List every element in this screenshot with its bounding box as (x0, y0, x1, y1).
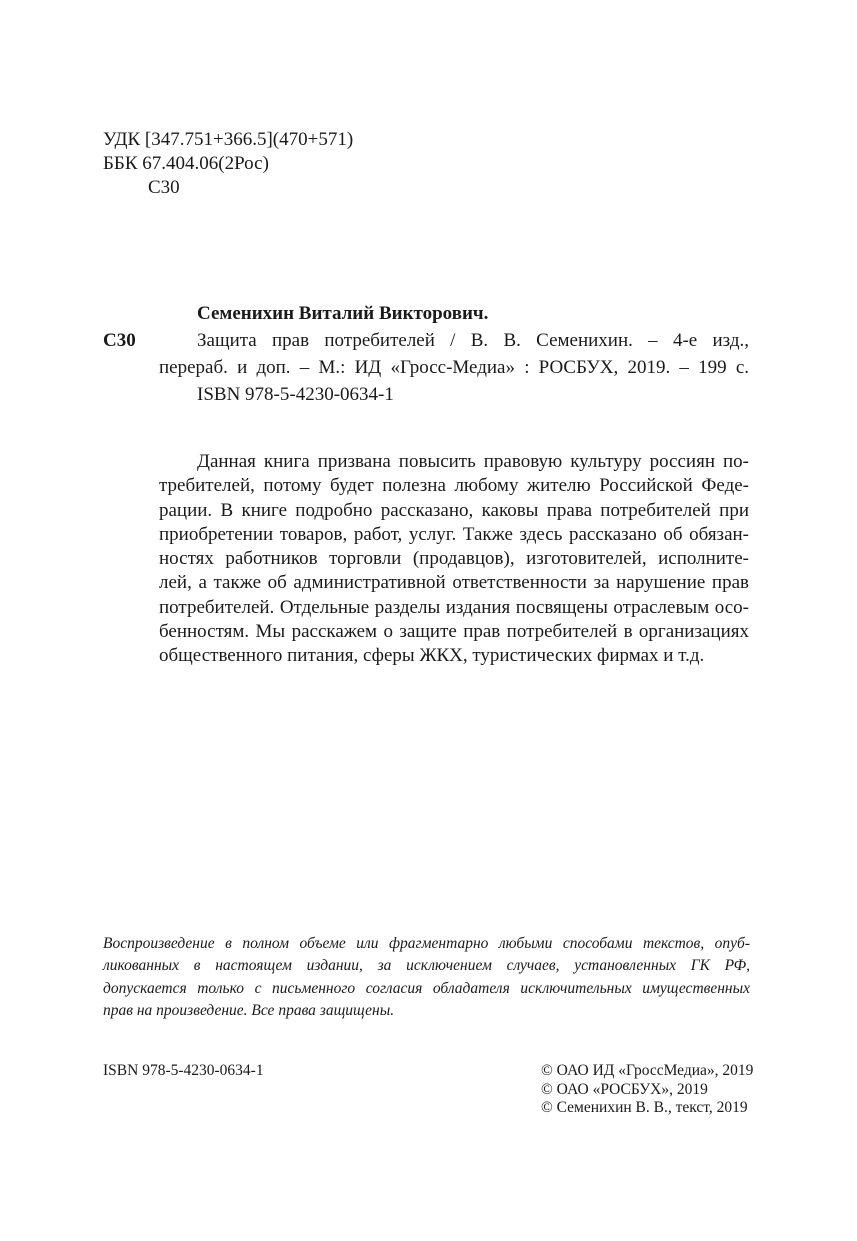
bbk-code: ББК 67.404.06(2Рос) (103, 153, 269, 174)
footer-isbn: ISBN 978-5-4230-0634-1 (103, 1062, 264, 1079)
annotation (159, 450, 749, 669)
entry-title-line: Защита прав потребителей / В. В. Семенихин. – 4-е изд., (197, 330, 749, 351)
notice-line: ликованных в настоящем издании, за исключением случаев, установленных ГК РФ, (103, 957, 750, 975)
annotation-line: ностях работников торговли (продавцов), изготовителей, исполните- (159, 548, 749, 570)
notice-line: допускается только с письменного согласия обладателя исключительных имущественных (103, 979, 750, 997)
annotation-line: потребителей. Отдельные разделы издания посвящены отраслевым осо- (159, 596, 749, 618)
author-sign: С30 (148, 177, 180, 198)
annotation-line: лей, а также об административной ответственности за нарушение прав (159, 572, 749, 594)
entry-author: Семенихин Виталий Викторович. (197, 303, 489, 324)
copyright-block (541, 1062, 753, 1118)
annotation-line: общественного питания, сферы ЖКХ, туристических фирмах и т.д. (159, 645, 705, 667)
copyright-line: © ОАО «РОСБУХ», 2019 (541, 1080, 708, 1098)
notice-line: прав на произведение. Все права защищены. (103, 1002, 395, 1020)
annotation-line: Данная книга призвана повысить правовую культуру россиян по- (197, 451, 749, 472)
entry-author-sign: С30 (103, 330, 136, 351)
notice-line: Воспроизведение в полном объеме или фрагментарно любыми способами текстов, опуб- (103, 935, 750, 952)
rights-notice (103, 933, 750, 1023)
entry-publication-line: перераб. и доп. – М.: ИД «Гросс-Медиа» : РОСБУХ, 2019. – 199 с. (159, 357, 749, 378)
bibliographic-entry (159, 300, 749, 408)
udk-code: УДК [347.751+366.5](470+571) (103, 129, 354, 150)
annotation-line: приобретении товаров, работ, услуг. Также здесь рассказано об обязан- (159, 523, 749, 545)
annotation-line: бенностям. Мы расскажем о защите прав потребителей в организациях (159, 621, 749, 643)
copyright-line: © ОАО ИД «ГроссМедиа», 2019 (541, 1062, 754, 1079)
copyright-line: © Семенихин В. В., текст, 2019 (541, 1099, 748, 1116)
annotation-line: требителей, потому будет полезна любому жителю Российской Феде- (159, 475, 749, 497)
entry-isbn: ISBN 978-5-4230-0634-1 (197, 384, 394, 405)
classification-block (103, 128, 353, 200)
annotation-line: рации. В книге подробно рассказано, каковы права потребителей при (159, 499, 749, 521)
